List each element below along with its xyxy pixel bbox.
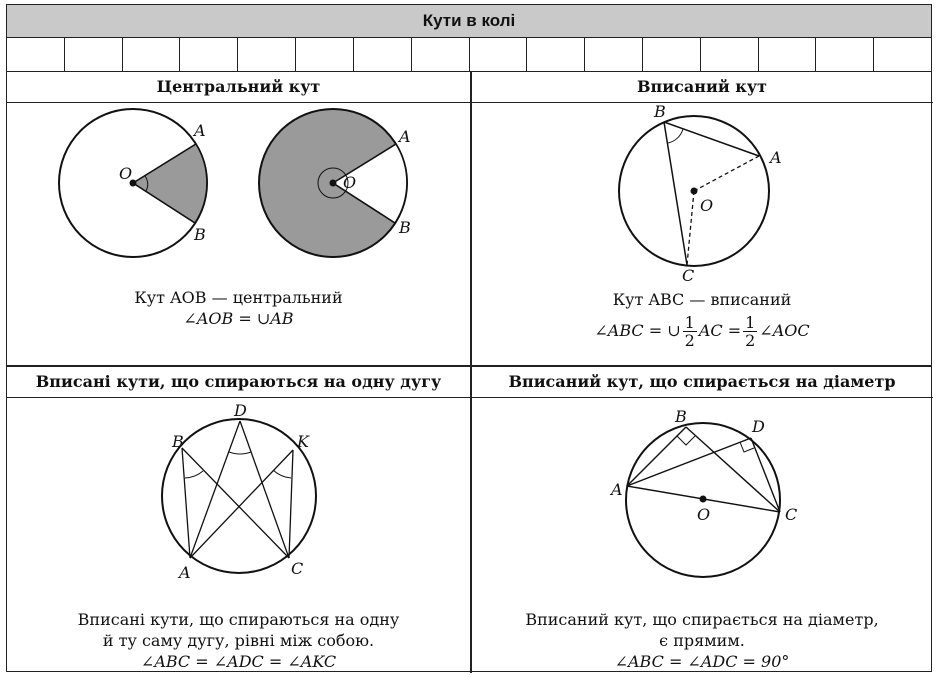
grid-cell bbox=[874, 37, 931, 71]
same-arc-formula: ∠ABC = ∠ADC = ∠AKC bbox=[140, 652, 337, 671]
same-arc-caption-2: й ту саму дугу, рівні між собою. bbox=[102, 631, 375, 650]
label-A: A bbox=[194, 121, 206, 140]
label-B: B bbox=[654, 103, 666, 121]
diameter-caption-2: є прямим. bbox=[659, 631, 745, 650]
label-D: D bbox=[234, 401, 247, 420]
label-A: A bbox=[179, 563, 191, 582]
label-B2: B bbox=[399, 218, 411, 237]
diameter-caption bbox=[471, 609, 933, 672]
grid-cell bbox=[527, 37, 585, 71]
grid-cell bbox=[470, 37, 528, 71]
grid-cell bbox=[180, 37, 238, 71]
inscribed-angle-diagram bbox=[471, 103, 933, 283]
label-C: C bbox=[785, 505, 798, 524]
same-arc-diagram bbox=[7, 398, 470, 588]
central-caption bbox=[7, 287, 470, 329]
table-title: Кути в колі bbox=[7, 5, 931, 38]
grid-cell bbox=[412, 37, 470, 71]
angles-in-circle-table bbox=[6, 4, 932, 672]
central-angle-diagram bbox=[7, 103, 470, 273]
diameter-caption-1: Вписаний кут, що спирається на діаметр, bbox=[525, 610, 879, 629]
label-O2: O bbox=[343, 173, 357, 192]
label-O: O bbox=[119, 164, 133, 183]
inscribed-angle-header: Вписаний кут bbox=[471, 71, 933, 103]
grid-cell bbox=[7, 37, 65, 71]
label-B: B bbox=[194, 225, 206, 244]
grid-cell bbox=[354, 37, 412, 71]
diameter-formula: ∠ABC = ∠ADC = 90° bbox=[614, 652, 790, 671]
grid-cell bbox=[238, 37, 296, 71]
label-B: B bbox=[675, 407, 687, 426]
label-D: D bbox=[752, 417, 765, 436]
grid-cell bbox=[701, 37, 759, 71]
label-C: C bbox=[291, 559, 304, 578]
same-arc-header: Вписані кути, що спираються на одну дугу bbox=[7, 366, 470, 398]
diameter-header: Вписаний кут, що спирається на діаметр bbox=[471, 366, 933, 398]
central-angle-header: Центральний кут bbox=[7, 71, 470, 103]
central-formula: ∠AOB = ∪AB bbox=[183, 309, 294, 328]
same-arc-caption-1: Вписані кути, що спираються на одну bbox=[77, 610, 400, 629]
inscribed-caption bbox=[471, 289, 933, 349]
label-B: B bbox=[172, 432, 184, 451]
label-A: A bbox=[770, 148, 782, 167]
inscribed-formula: ∠ABC = ∪ $\frac{1}{2}$ AC = $\frac{1}{2}$ ∠AOC bbox=[594, 313, 810, 350]
inscribed-caption-text: Кут ABC — вписаний bbox=[612, 290, 792, 309]
grid-cell bbox=[759, 37, 817, 71]
grid-cell bbox=[585, 37, 643, 71]
same-arc-caption bbox=[7, 609, 470, 672]
grid-cell bbox=[816, 37, 874, 71]
grid-cell bbox=[123, 37, 181, 71]
label-A2: A bbox=[399, 127, 411, 146]
grid-cell bbox=[296, 37, 354, 71]
blank-grid-row bbox=[7, 37, 931, 72]
label-O: O bbox=[700, 196, 714, 215]
label-O: O bbox=[697, 505, 711, 524]
grid-cell bbox=[65, 37, 123, 71]
label-A: A bbox=[611, 480, 623, 499]
diameter-diagram bbox=[471, 398, 933, 588]
grid-cell bbox=[643, 37, 701, 71]
central-caption-text: Кут AOB — центральний bbox=[134, 288, 343, 307]
label-C: C bbox=[682, 266, 695, 283]
label-K: K bbox=[297, 432, 309, 451]
